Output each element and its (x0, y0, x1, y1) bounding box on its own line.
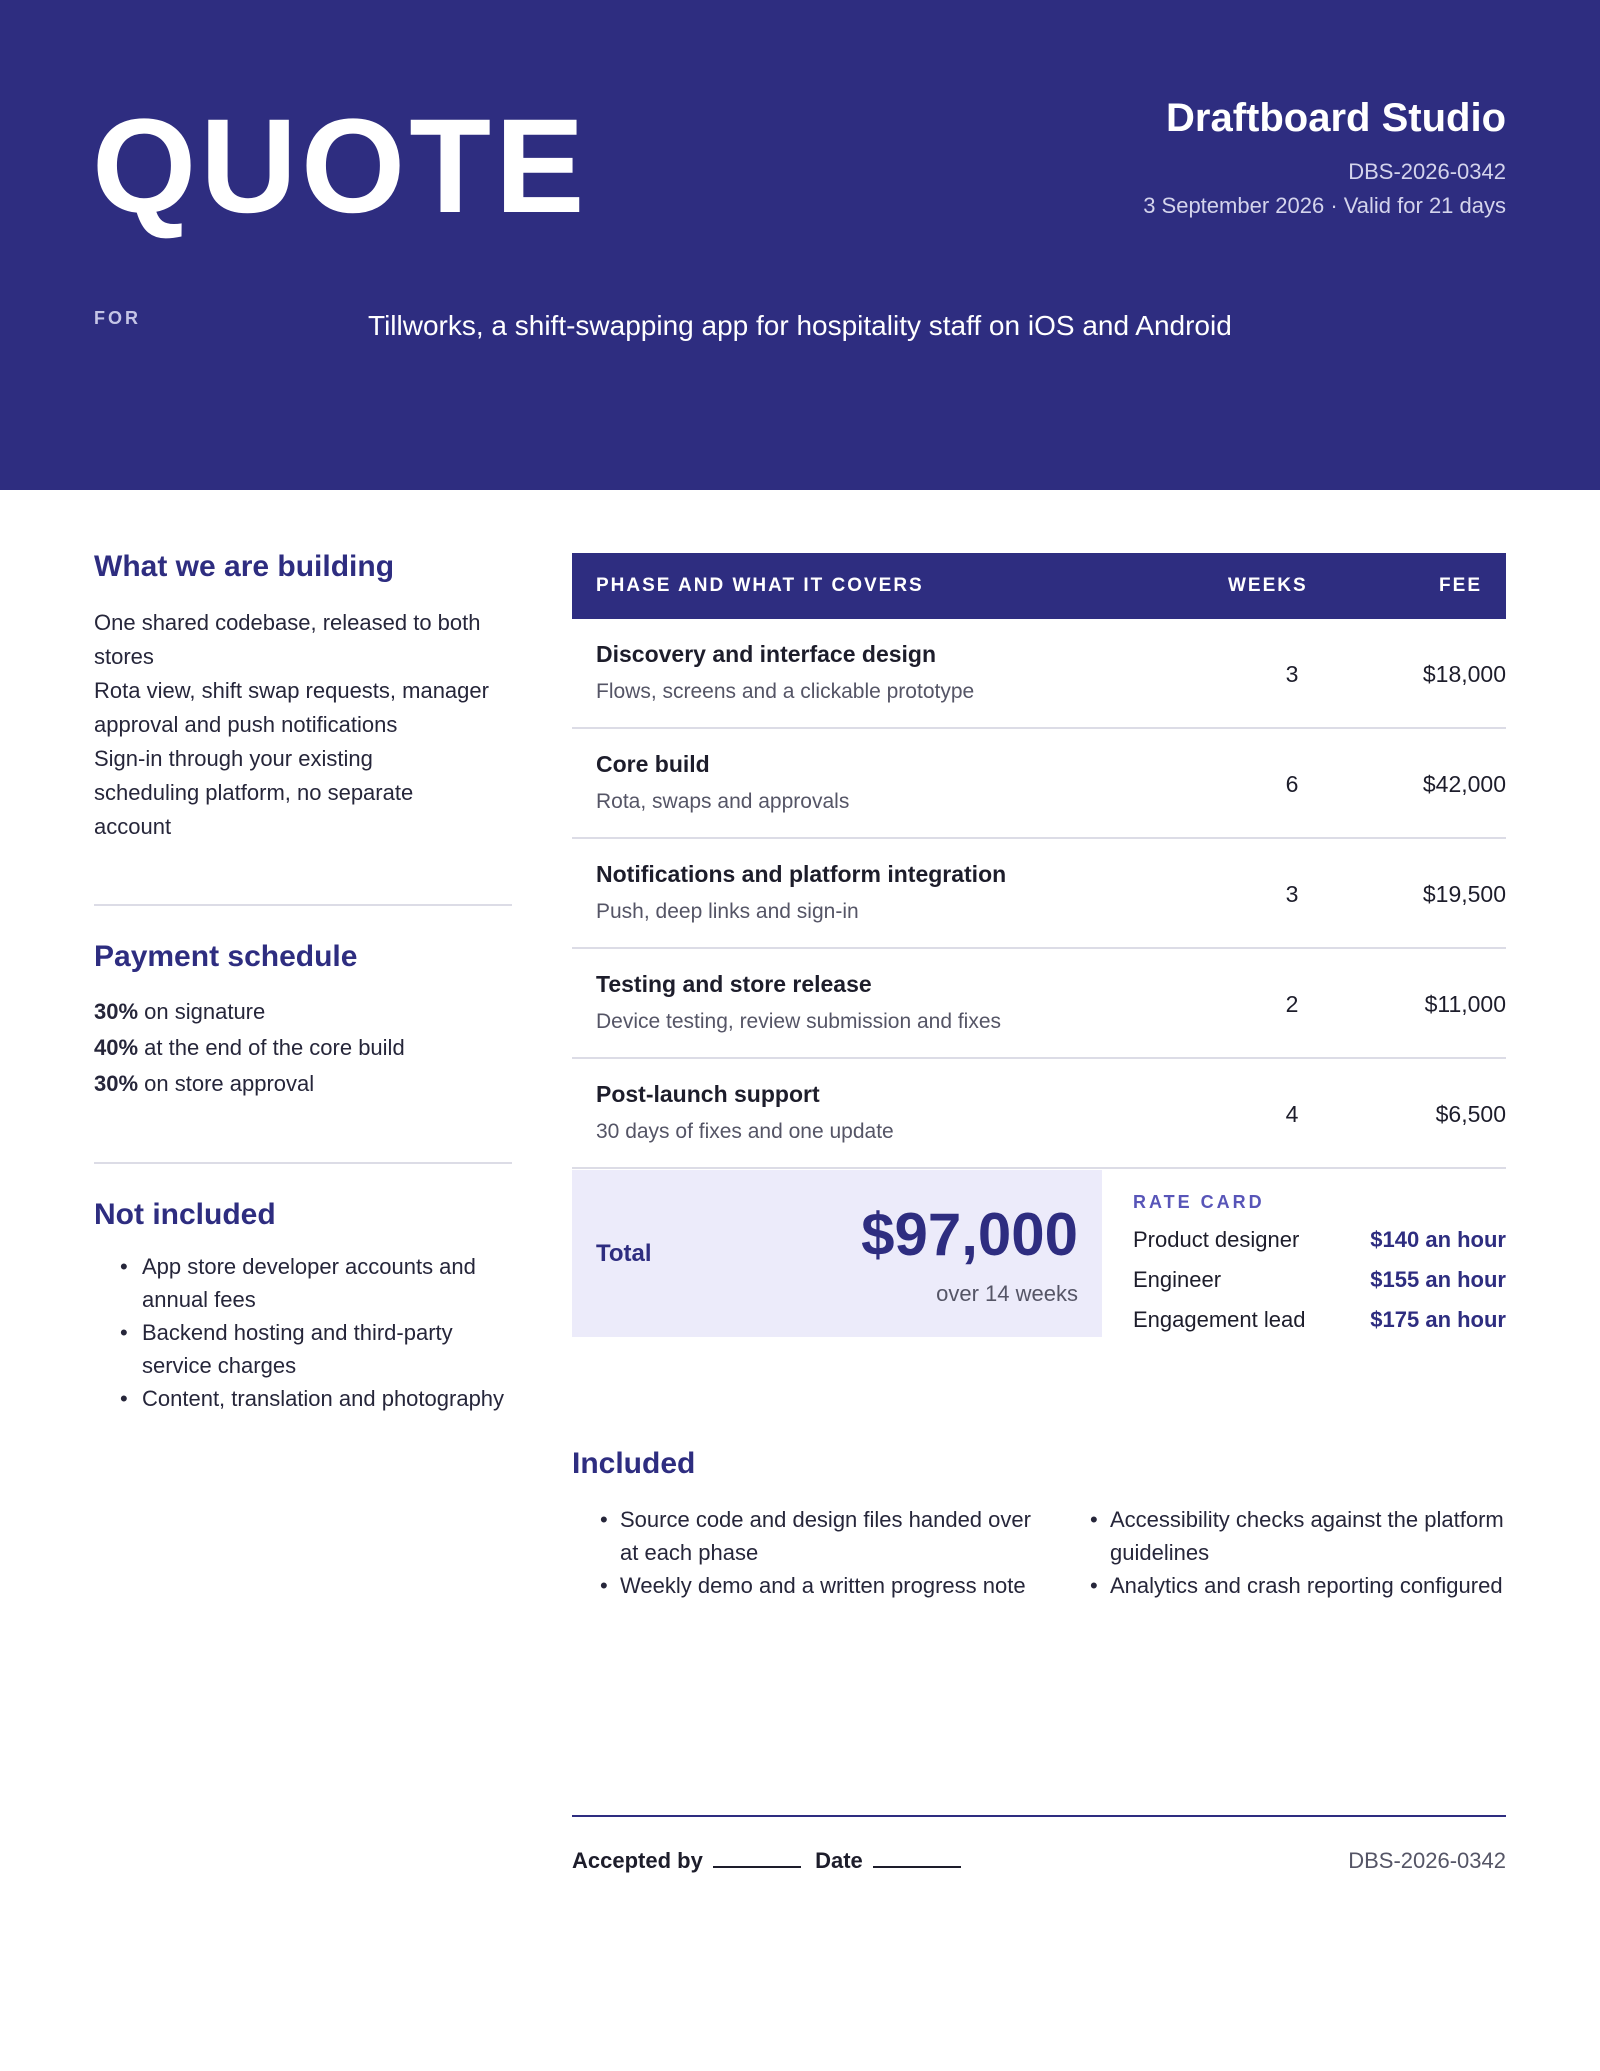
phase-title: Testing and store release (596, 971, 872, 997)
rate-role: Engagement lead (1133, 1307, 1306, 1332)
section-divider (94, 1162, 512, 1164)
building-text (94, 606, 512, 844)
table-row (572, 619, 1506, 729)
rate-row (1133, 1221, 1506, 1261)
payment-text: on signature (138, 999, 266, 1024)
acceptance-line (572, 1848, 969, 1874)
phase-title: Notifications and platform integration (596, 861, 1007, 887)
list-item: • Source code and design files handed over at each phase (572, 1503, 1042, 1569)
payment-heading: Payment schedule (94, 940, 358, 973)
building-heading: What we are building (94, 550, 395, 583)
quote-date-validity: 3 September 2026 · Valid for 21 days (1143, 193, 1506, 218)
payment-percent: 40% (94, 1035, 139, 1060)
phase-description: Device testing, review submission and fixes (596, 1010, 1002, 1033)
rate-role: Engineer (1133, 1267, 1222, 1292)
list-item: • App store developer accounts and annual fees (94, 1250, 512, 1316)
document-title: QUOTE (92, 92, 589, 241)
building-line: Sign-in through your existing (94, 746, 373, 771)
phase-fee: $19,500 (1422, 881, 1506, 907)
header-weeks: WEEKS (1228, 575, 1308, 596)
total-label: Total (596, 1240, 652, 1267)
phase-fee: $18,000 (1422, 661, 1506, 687)
table-row (572, 839, 1506, 949)
included-column-1 (572, 1503, 1042, 1602)
payment-percent: 30% (94, 999, 139, 1024)
phase-fee: $6,500 (1435, 1101, 1506, 1127)
phase-title: Core build (596, 751, 710, 777)
phase-description: Rota, swaps and approvals (596, 790, 850, 813)
rate-role: Product designer (1133, 1227, 1300, 1252)
phase-description: Push, deep links and sign-in (596, 900, 859, 923)
payment-item (94, 1030, 512, 1066)
phase-weeks: 2 (1285, 991, 1299, 1017)
phase-weeks: 3 (1285, 661, 1299, 687)
list-item: • Accessibility checks against the platform guidelines (1062, 1503, 1512, 1569)
not-included-list (94, 1250, 512, 1415)
total-duration: over 14 weeks (936, 1281, 1078, 1306)
phase-title: Discovery and interface design (596, 641, 937, 667)
rate-row (1133, 1301, 1506, 1341)
client-description: Tillworks, a shift-swapping app for hospitality staff on iOS and Android (368, 310, 1232, 341)
table-row (572, 949, 1506, 1059)
left-column (94, 550, 512, 1415)
total-amount: $97,000 (861, 1201, 1078, 1268)
list-item: • Content, translation and photography (94, 1382, 512, 1415)
building-line: scheduling platform, no separate (94, 780, 414, 805)
section-divider (94, 904, 512, 906)
building-line: One shared codebase, released to both (94, 610, 481, 635)
phase-weeks: 4 (1285, 1101, 1299, 1127)
included-list (1062, 1503, 1512, 1602)
rate-card (1133, 1192, 1506, 1341)
phase-description: 30 days of fixes and one update (596, 1120, 894, 1143)
payment-item (94, 1066, 512, 1102)
table-row (572, 729, 1506, 839)
included-heading: Included (572, 1447, 696, 1480)
footer-reference: DBS-2026-0342 (1348, 1848, 1506, 1873)
list-item: • Weekly demo and a written progress note (572, 1569, 1042, 1602)
phase-weeks: 3 (1285, 881, 1299, 907)
footer-rule (572, 1815, 1506, 1817)
building-line: Rota view, shift swap requests, manager (94, 678, 489, 703)
total-box (572, 1170, 1102, 1337)
included-list (572, 1503, 1042, 1602)
studio-name: Draftboard Studio (1166, 96, 1506, 140)
rate-value: $155 an hour (1370, 1267, 1506, 1292)
not-included-heading: Not included (94, 1198, 276, 1231)
date-blank[interactable] (873, 1848, 961, 1868)
quote-header (0, 0, 1600, 490)
rate-row (1133, 1261, 1506, 1301)
phase-description: Flows, screens and a clickable prototype (596, 680, 975, 703)
list-item: • Analytics and crash reporting configured (1062, 1569, 1512, 1602)
table-row (572, 1059, 1506, 1169)
phase-title: Post-launch support (596, 1081, 820, 1107)
payment-text: at the end of the core build (138, 1035, 405, 1060)
rate-card-rows (1133, 1221, 1506, 1341)
signature-blank[interactable] (713, 1848, 801, 1868)
phase-weeks: 6 (1285, 771, 1299, 797)
phase-fee: $11,000 (1424, 991, 1506, 1017)
accepted-by-label: Accepted by (572, 1848, 703, 1873)
quote-reference: DBS-2026-0342 (1348, 159, 1506, 184)
table-header (572, 553, 1506, 619)
payment-text: on store approval (138, 1071, 315, 1096)
payment-item (94, 994, 512, 1030)
rate-value: $175 an hour (1370, 1307, 1506, 1332)
building-line: stores (94, 644, 154, 669)
included-column-2 (1062, 1503, 1512, 1602)
phase-fee: $42,000 (1422, 771, 1506, 797)
header-phase: PHASE AND WHAT IT COVERS (596, 575, 924, 596)
header-fee: FEE (1439, 575, 1482, 596)
building-line: approval and push notifications (94, 712, 398, 737)
payment-percent: 30% (94, 1071, 139, 1096)
building-line: account (94, 814, 172, 839)
for-label: FOR (94, 308, 141, 328)
list-item: • Backend hosting and third-party service charges (94, 1316, 512, 1382)
rate-value: $140 an hour (1370, 1227, 1506, 1252)
payment-list (94, 994, 512, 1102)
rate-card-title: RATE CARD (1133, 1192, 1265, 1212)
date-label: Date (815, 1848, 863, 1873)
phase-table (572, 553, 1506, 1169)
